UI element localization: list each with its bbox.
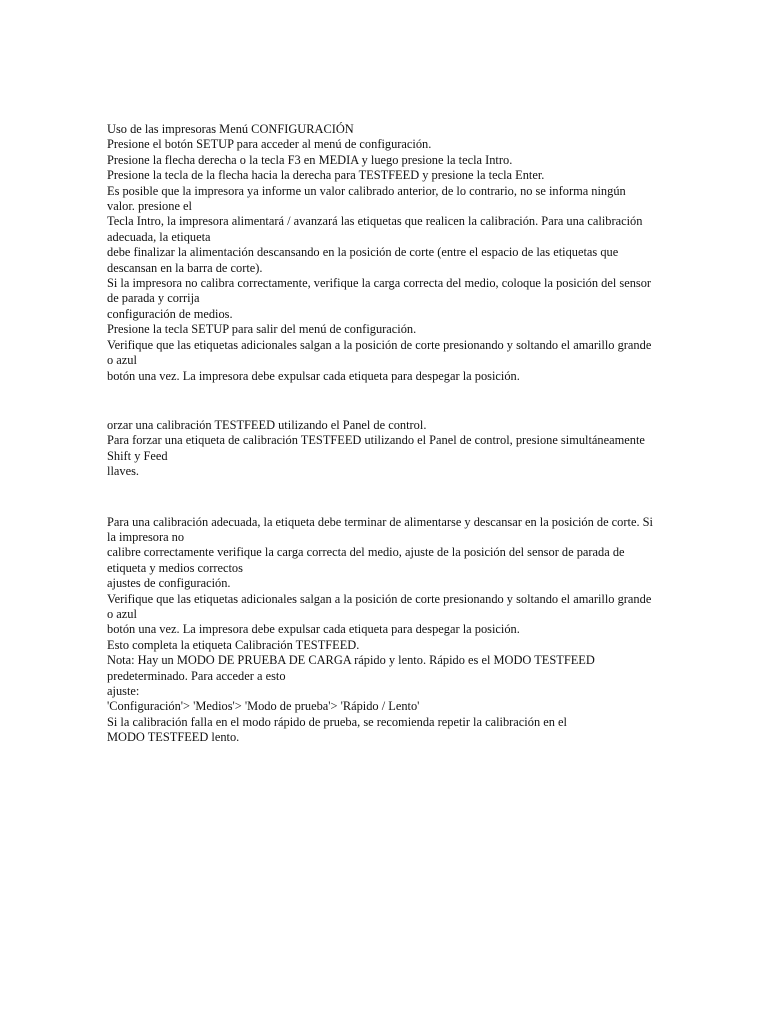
text-line: botón una vez. La impresora debe expulsar cada etiqueta para despegar la posición. xyxy=(107,368,520,383)
text-line: o azul xyxy=(107,606,137,621)
text-line: Es posible que la impresora ya informe un valor calibrado anterior, de lo contrario, no se informa ningún xyxy=(107,183,626,198)
text-line: botón una vez. La impresora debe expulsar cada etiqueta para despegar la posición. xyxy=(107,622,520,637)
section-calibracion-adecuada xyxy=(107,515,663,746)
document-page xyxy=(107,122,663,746)
section-heading: orzar una calibración TESTFEED utilizando el Panel de control. xyxy=(107,417,427,432)
paragraph-gap xyxy=(107,384,663,418)
text-line: configuración de medios. xyxy=(107,306,233,321)
text-line: Tecla Intro, la impresora alimentará / avanzará las etiquetas que realicen la calibración. Para una calibración xyxy=(107,214,643,229)
text-line: predeterminado. Para acceder a esto xyxy=(107,668,286,683)
text-line: Esto completa la etiqueta Calibración TESTFEED. xyxy=(107,637,360,652)
text-line: Presione el botón SETUP para acceder al menú de configuración. xyxy=(107,137,432,152)
text-line: Presione la tecla SETUP para salir del menú de configuración. xyxy=(107,322,417,337)
text-line: Shift y Feed xyxy=(107,448,168,463)
text-line: ajuste: xyxy=(107,684,140,698)
text-line: valor. presione el xyxy=(107,199,192,214)
section-menu-configuracion xyxy=(107,122,663,384)
text-line: o azul xyxy=(107,353,137,368)
text-line: MODO TESTFEED lento. xyxy=(107,730,240,745)
text-line: Verifique que las etiquetas adicionales salgan a la posición de corte presionando y soltando el amarillo grande xyxy=(107,337,652,352)
text-line: Presione la flecha derecha o la tecla F3 en MEDIA y luego presione la tecla Intro. xyxy=(107,152,513,167)
text-line: la impresora no xyxy=(107,529,185,544)
text-line: etiqueta y medios correctos xyxy=(107,560,243,575)
text-line: llaves. xyxy=(107,464,139,479)
note-line: Nota: Hay un MODO DE PRUEBA DE CARGA rápido y lento. Rápido es el MODO TESTFEED xyxy=(107,653,595,668)
text-line: Si la impresora no calibra correctamente, verifique la carga correcta del medio, coloque la posición del sensor xyxy=(107,276,652,291)
text-line: Para forzar una etiqueta de calibración TESTFEED utilizando el Panel de control, presione simultáneamente xyxy=(107,433,645,448)
text-line: Si la calibración falla en el modo rápido de prueba, se recomienda repetir la calibración en el xyxy=(107,714,567,729)
text-line: calibre correctamente verifique la carga correcta del medio, ajuste de la posición del sensor de parada de xyxy=(107,545,625,560)
text-line: adecuada, la etiqueta xyxy=(107,229,211,244)
section-forzar-calibracion xyxy=(107,418,663,480)
text-line: Presione la tecla de la flecha hacia la derecha para TESTFEED y presione la tecla Enter. xyxy=(107,168,545,183)
menu-path-line: 'Configuración'> 'Medios'> 'Modo de prueba'> 'Rápido / Lento' xyxy=(107,699,420,714)
text-line: debe finalizar la alimentación descansando en la posición de corte (entre el espacio de las etiquetas que xyxy=(107,245,619,260)
text-line: ajustes de configuración. xyxy=(107,576,231,591)
text-line: Para una calibración adecuada, la etiqueta debe terminar de alimentarse y descansar en la posición de corte. Si xyxy=(107,514,653,529)
text-line: Verifique que las etiquetas adicionales salgan a la posición de corte presionando y soltando el amarillo grande xyxy=(107,591,652,606)
paragraph-gap xyxy=(107,480,663,515)
document-title: Uso de las impresoras Menú CONFIGURACIÓN xyxy=(107,122,354,136)
text-line: descansan en la barra de corte). xyxy=(107,260,263,275)
text-line: de parada y corrija xyxy=(107,291,200,306)
